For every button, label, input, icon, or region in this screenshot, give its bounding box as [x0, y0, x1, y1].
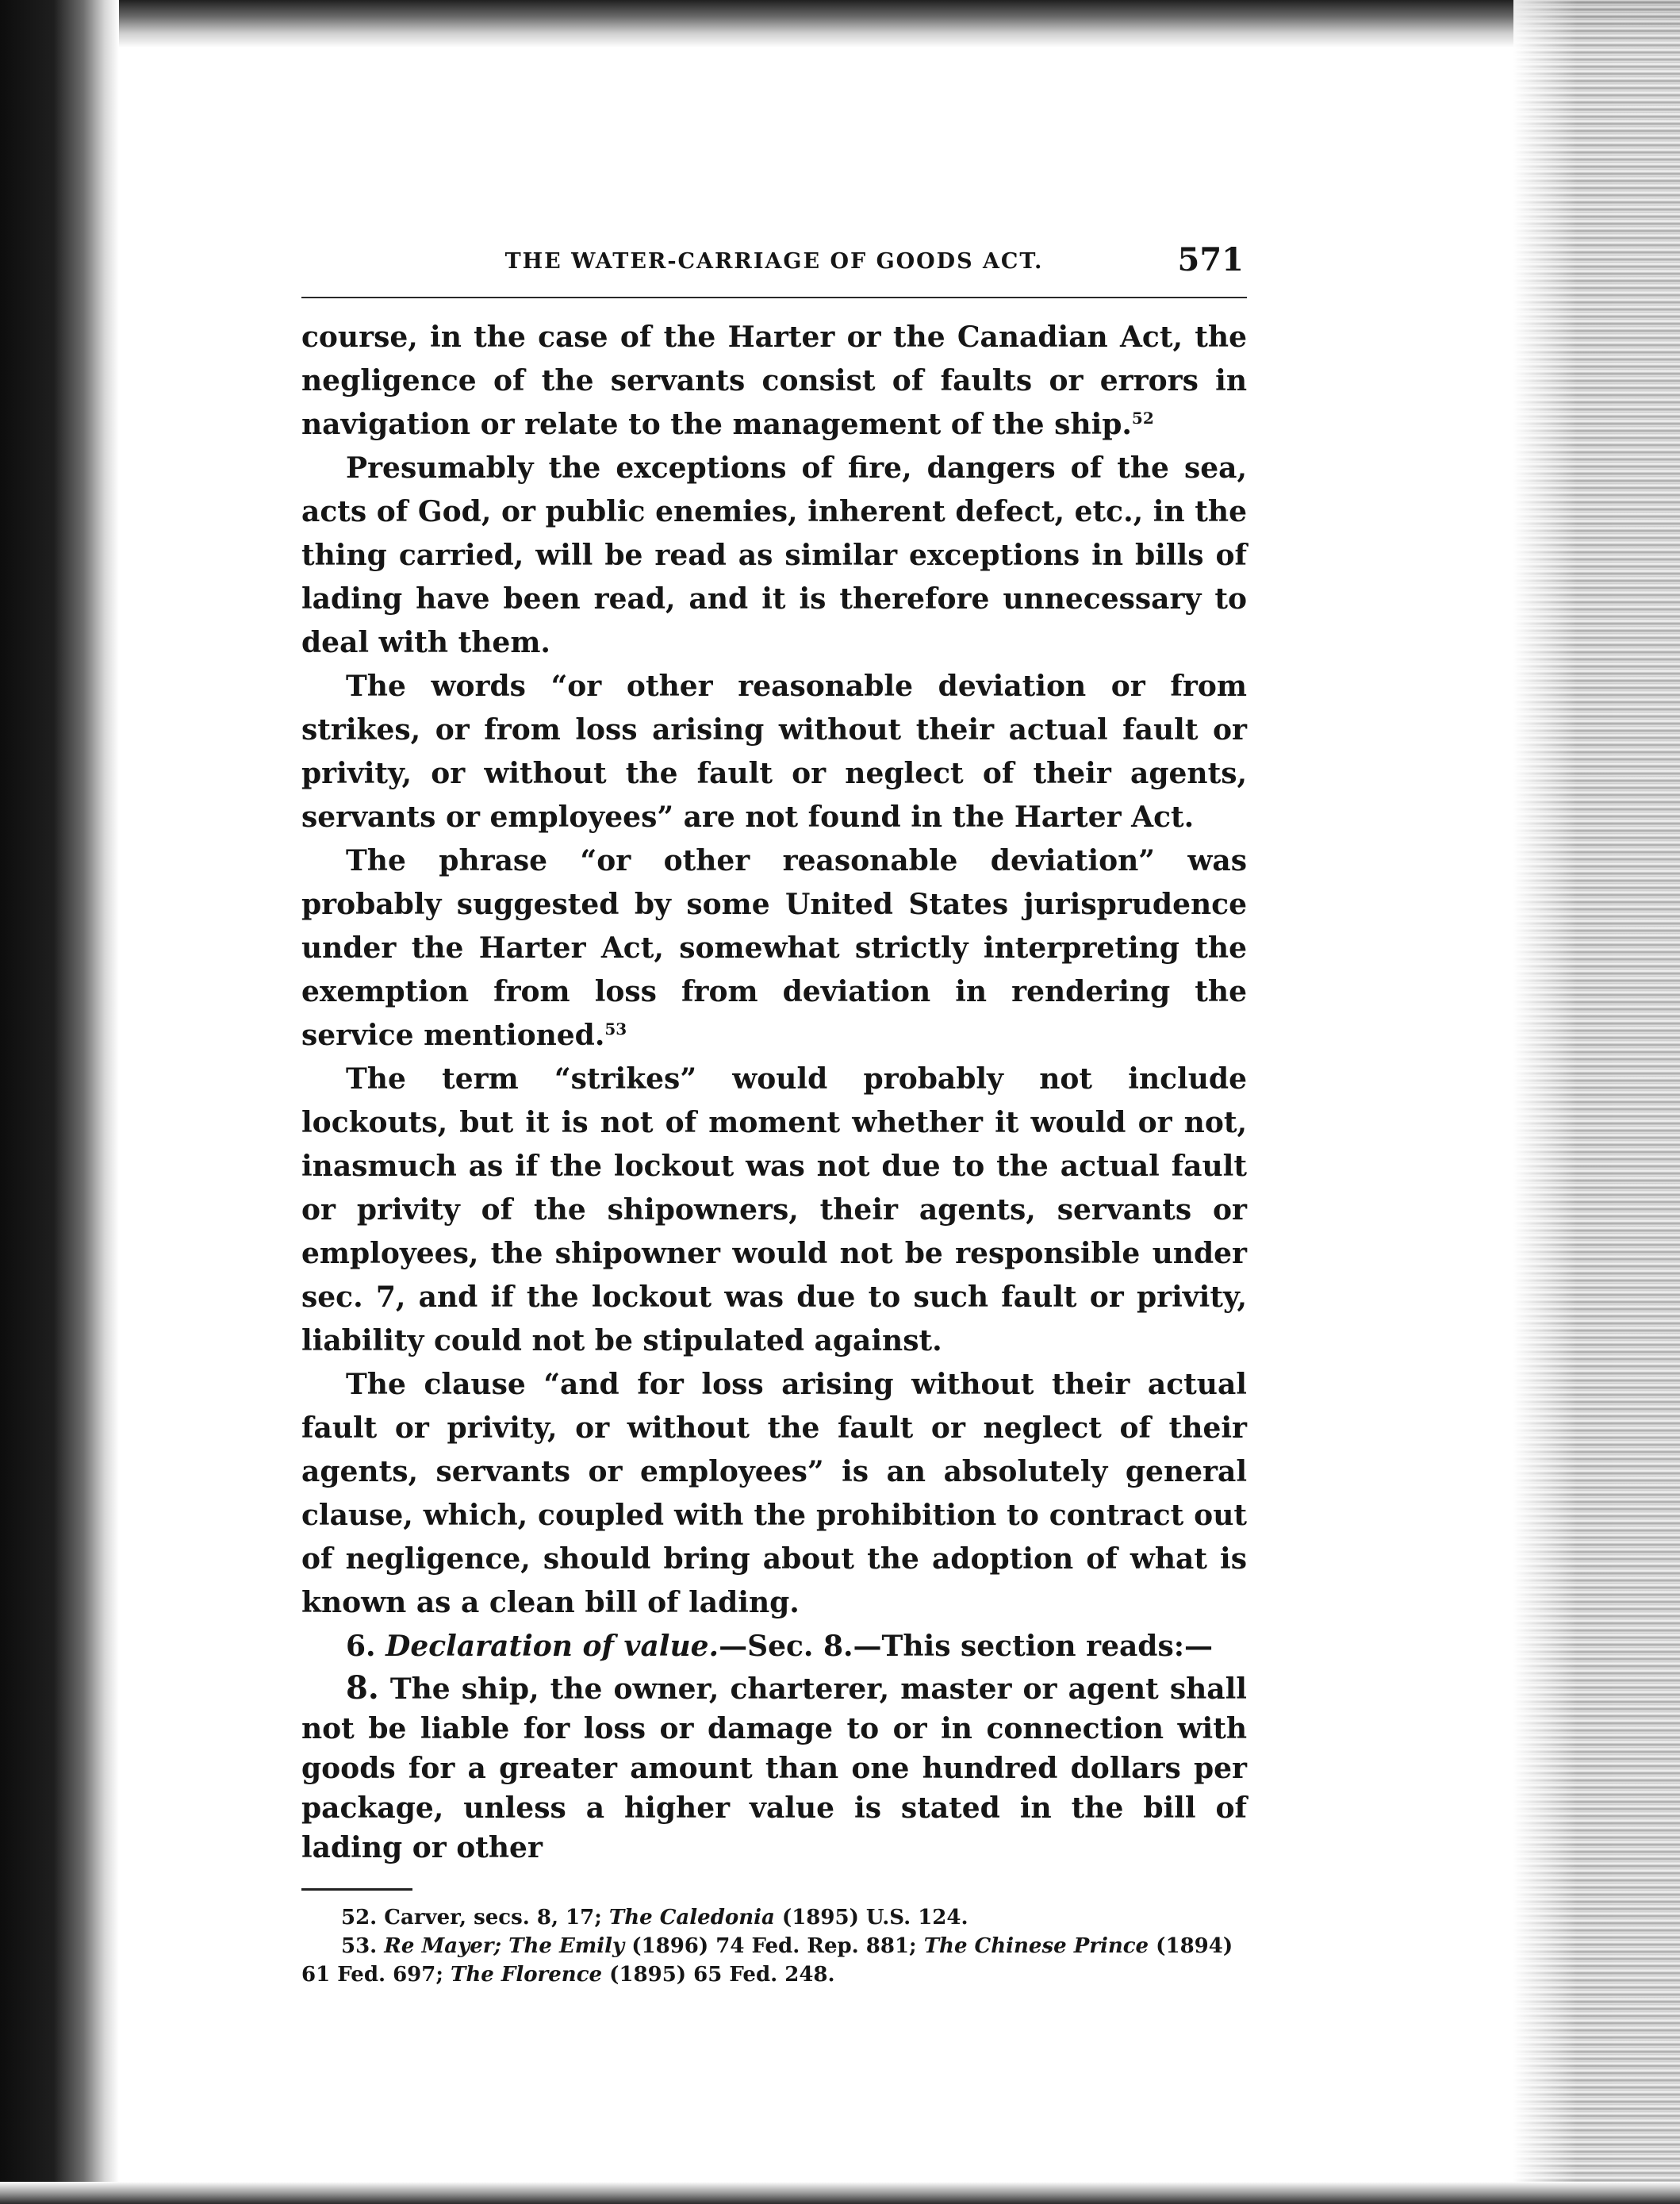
scan-shadow-top — [0, 0, 1680, 48]
footnote-text: (1894) 61 Fed. 697; — [301, 1934, 1233, 1987]
statute-text: The ship, the owner, charterer, master or agent shall not be liable for loss or damage to or in connection with goods for a greater amount than one hundred dollars per package, unless a higher value is stated in the bill of lading or other — [301, 1672, 1247, 1864]
scan-binding-shadow-left — [0, 0, 119, 2204]
page-header — [301, 238, 1247, 298]
statute-quote — [301, 1668, 1247, 1868]
book-page — [301, 238, 1247, 1989]
footnotes — [301, 1903, 1247, 1989]
footnote-number: 53. — [341, 1934, 378, 1958]
paragraph-text: course, in the case of the Harter or the Canadian Act, the negligence of the servants consist of faults or errors in navigation or relate to the management of the ship. — [301, 321, 1247, 441]
section-number: 6. — [346, 1630, 376, 1663]
paragraph: Presumably the exceptions of fire, dangers of the sea, acts of God, or public enemies, inherent defect, etc., in the thing carried, will be read as similar exceptions in bills of lading have been read, and it is therefore unnecessary to deal with them. — [301, 451, 1247, 659]
paragraph: The term “strikes” would probably not include lockouts, but it is not of moment whether it would or not, inasmuch as if the lockout was not due to the actual fault or privity of the shipowners, their agents, servants or employees, the shipowner would not be responsible under sec. 7, and if the lockout was due to such fault or privity, liability could not be stipulated against. — [301, 1062, 1247, 1357]
page-number: 571 — [1177, 241, 1244, 278]
footnote-reference: 53 — [604, 1019, 627, 1039]
section-heading-rest: —Sec. 8.—This section reads:— — [719, 1630, 1214, 1663]
footnote-reference: 52 — [1131, 409, 1154, 428]
footnote-text: (1895) U.S. 124. — [781, 1906, 968, 1929]
paragraph — [301, 839, 1247, 1058]
footnote-text: (1895) 65 Fed. 248. — [609, 1963, 835, 1987]
paragraph: The words “or other reasonable deviation or from strikes, or from loss arising without their actual fault or privity, or without the fault or neglect of their agents, servants or employees” are not found in the Harter Act. — [301, 670, 1247, 834]
footnote-text: (1896) 74 Fed. Rep. 881; — [631, 1934, 917, 1958]
paragraph-text: The phrase “or other reasonable deviation” was probably suggested by some United States jurisprudence under the Harter Act, somewhat strictly interpreting the exemption from loss from deviation in rendering the service mentioned. — [301, 844, 1247, 1052]
case-name: The Florence — [451, 1963, 603, 1987]
case-name: The Chinese Prince — [923, 1934, 1149, 1958]
footnote — [301, 1903, 1247, 1932]
running-title: THE WATER-CARRIAGE OF GOODS ACT. — [504, 249, 1044, 274]
footnote-divider — [301, 1888, 412, 1891]
scan-shadow-bottom — [0, 2182, 1680, 2204]
footnote — [301, 1932, 1247, 1989]
scan-page-edge-right — [1513, 0, 1680, 2204]
footnote-text: Carver, secs. 8, 17; — [384, 1906, 602, 1929]
statute-section-number: 8. — [346, 1669, 379, 1707]
paragraph — [301, 316, 1247, 447]
paragraph: The clause “and for loss arising without their actual fault or privity, or without the fault or neglect of their agents, servants or employees” is an absolutely general clause, which, coupled with the prohibition to contract out of negligence, should bring about the adoption of what is known as a clean bill of lading. — [301, 1368, 1247, 1619]
body-text — [301, 316, 1247, 1868]
case-name: The Caledonia — [608, 1906, 775, 1929]
section-title: Declaration of value. — [385, 1630, 719, 1663]
case-name: Re Mayer; The Emily — [384, 1934, 625, 1958]
section-heading — [301, 1625, 1247, 1668]
footnote-number: 52. — [341, 1906, 378, 1929]
